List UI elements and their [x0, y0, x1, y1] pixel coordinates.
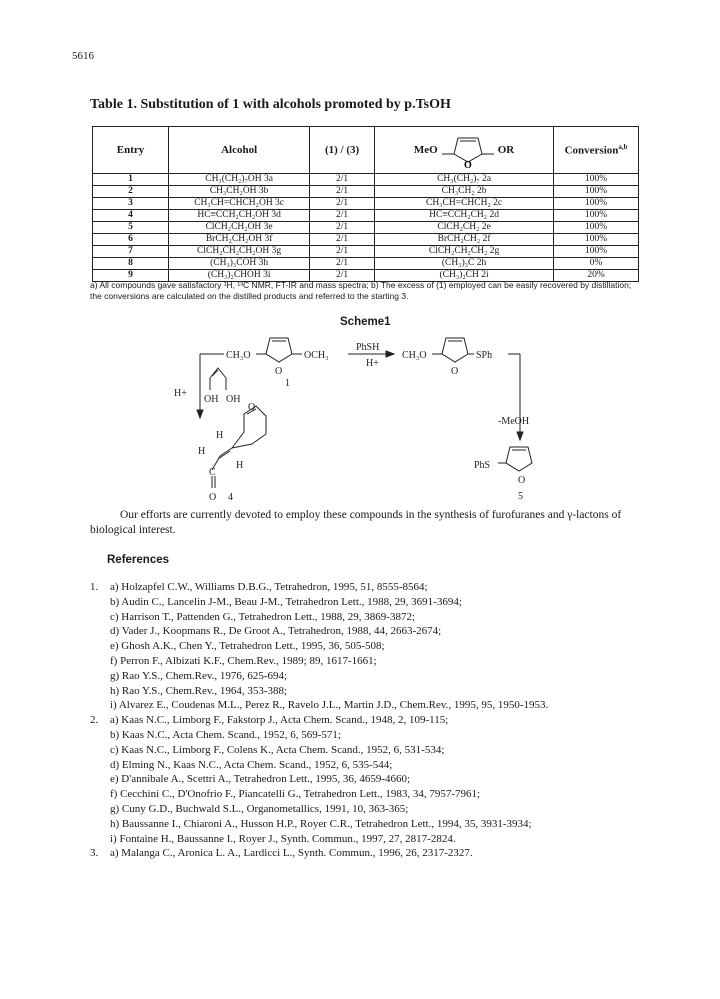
cell-conversion: 100% — [554, 222, 639, 234]
cell-entry: 8 — [93, 258, 169, 270]
cell-entry: 5 — [93, 222, 169, 234]
reagent-acid: H+ — [366, 358, 379, 369]
reference-item: f) Perron F., Albizati K.F., Chem.Rev., 1989; 89, 1617-1661; — [110, 654, 377, 667]
scheme-oh-right: OH — [226, 394, 241, 405]
results-table-container — [92, 126, 639, 282]
scheme-och3: OCH₃ — [304, 350, 329, 361]
cell-entry: 7 — [93, 246, 169, 258]
scheme-ring-o-2: O — [451, 366, 459, 377]
scheme-h-top: H — [216, 430, 224, 441]
cell-entry: 2 — [93, 186, 169, 198]
or-label: OR — [497, 144, 515, 156]
cell-product: ClCH₂CH₂ 2e — [375, 222, 554, 234]
reference-item: e) D'annibale A., Scettri A., Tetrahedron Lett., 1995, 36, 4659-4660; — [110, 773, 411, 786]
scheme-title: Scheme1 — [340, 316, 391, 328]
table-row — [93, 222, 639, 234]
scheme-ring-o-5: O — [518, 475, 526, 486]
cell-ratio: 2/1 — [310, 210, 375, 222]
cell-alcohol: BrCH₂CH₂OH 3f — [169, 234, 310, 246]
page-number: 5616 — [72, 50, 94, 62]
reference-item: i) Fontaine H., Baussanne I., Royer J., Synth. Commun., 1997, 27, 2817-2824. — [110, 832, 456, 845]
header-ratio: (1) / (3) — [310, 127, 375, 174]
cell-alcohol: CH₃(CH₂)₇OH 3a — [169, 174, 310, 186]
cell-conversion: 20% — [554, 270, 639, 282]
cell-entry: 4 — [93, 210, 169, 222]
reference-item: d) Elming N., Kaas N.C., Acta Chem. Scand., 1952, 6, 535-544; — [110, 758, 393, 771]
cell-conversion: 100% — [554, 246, 639, 258]
cell-product: CH₃CH=CHCH₂ 2c — [375, 198, 554, 210]
references-list — [72, 580, 672, 861]
reference-item: h) Rao Y.S., Chem.Rev., 1964, 353-388; — [110, 684, 288, 697]
scheme-ch3o-right: CH₃O — [402, 350, 427, 361]
cell-ratio: 2/1 — [310, 222, 375, 234]
cell-product: BrCH₂CH₂ 2f — [375, 234, 554, 246]
meo-label: MeO — [413, 144, 438, 156]
scheme-meoh: -MeOH — [498, 416, 530, 427]
reference-item: e) Ghosh A.K., Chen Y., Tetrahedron Lett., 1995, 36, 505-508; — [110, 640, 385, 653]
header-alcohol: Alcohol — [169, 127, 310, 174]
header-entry: Entry — [93, 127, 169, 174]
cell-ratio: 2/1 — [310, 186, 375, 198]
reagent-thiophenol: PhSH — [356, 342, 380, 353]
cell-entry: 9 — [93, 270, 169, 282]
scheme-c-atom: C — [209, 467, 216, 478]
scheme-ring-o-4a: O — [248, 402, 256, 413]
cell-conversion: 0% — [554, 258, 639, 270]
reference-item: i) Alvarez E., Coudenas M.L., Perez R., Ravelo J.L., Martin J.D., Chem.Rev., 1995, 95, 1950-1953. — [110, 699, 549, 712]
reference-item: a) Kaas N.C., Limborg F., Fakstorp J., Acta Chem. Scand., 1948, 2, 109-115; — [110, 714, 449, 727]
reference-item: b) Kaas N.C., Acta Chem. Scand., 1952, 6, 569-571; — [110, 728, 341, 741]
ring-oxygen-label: O — [463, 160, 472, 168]
scheme-acid-left: H+ — [174, 388, 187, 399]
conversion-superscript: a,b — [618, 143, 628, 152]
cell-ratio: 2/1 — [310, 258, 375, 270]
body-paragraph: Our efforts are currently devoted to employ these compounds in the synthesis of furofuranes and γ-lactons of biological interest. — [90, 509, 622, 536]
cell-alcohol: HC≡CCH₂CH₂OH 3d — [169, 210, 310, 222]
reference-item: h) Baussanne I., Chiaroni A., Husson H.P., Royer C.R., Tetrahedron Lett., 1994, 35, 3931-3934; — [110, 817, 532, 830]
cell-ratio: 2/1 — [310, 198, 375, 210]
scheme-ch3o-left: CH₃O — [226, 350, 251, 361]
table-row — [93, 198, 639, 210]
reference-item: c) Kaas N.C., Limborg F., Colens K., Acta Chem. Scand., 1952, 6, 531-534; — [110, 743, 445, 756]
reference-item: d) Vader J., Koopmans R., De Groot A., Tetrahedron, 1988, 44, 2663-2674; — [110, 625, 442, 638]
table-row — [93, 258, 639, 270]
cell-ratio: 2/1 — [310, 174, 375, 186]
cell-alcohol: (CH₃)₃COH 3h — [169, 258, 310, 270]
cell-ratio: 2/1 — [310, 246, 375, 258]
cell-alcohol: ClCH₂CH₂OH 3e — [169, 222, 310, 234]
cell-ratio: 2/1 — [310, 234, 375, 246]
compound-label-5: 5 — [518, 491, 523, 502]
cell-alcohol: CH₃CH=CHCH₂OH 3c — [169, 198, 310, 210]
table-row — [93, 210, 639, 222]
header-product — [375, 127, 554, 174]
reference-number: 1. — [90, 581, 99, 593]
reference-item: a) Holzapfel C.W., Williams D.B.G., Tetrahedron, 1995, 51, 8555-8564; — [110, 581, 428, 593]
table-footnote: a) All compounds gave satisfactory ¹H, ¹³C NMR, FT-IR and mass spectra; b) The excess of (1) employed can be easily recovered by distillation; the conversions are calculated on the distilled products and referred to the starting 3. — [90, 280, 632, 301]
cell-product: (CH₃)₃C 2h — [375, 258, 554, 270]
furan-structure-header — [414, 132, 514, 168]
cell-ratio: 2/1 — [310, 270, 375, 282]
cell-product: HC≡CCH₂CH₂ 2d — [375, 210, 554, 222]
scheme-h-right: H — [236, 460, 244, 471]
scheme-o-bottom: O — [209, 492, 217, 503]
header-conversion — [554, 127, 639, 174]
cell-product: (CH₃)₂CH 2i — [375, 270, 554, 282]
cell-product: CH₃CH₂ 2b — [375, 186, 554, 198]
cell-conversion: 100% — [554, 234, 639, 246]
cell-product: ClCH₂CH₂CH₂ 2g — [375, 246, 554, 258]
reference-group-1 — [72, 580, 672, 713]
table-header-row — [93, 127, 639, 174]
reference-number: 3. — [90, 847, 99, 860]
reference-item: g) Rao Y.S., Chem.Rev., 1976, 625-694; — [110, 669, 288, 682]
cell-conversion: 100% — [554, 174, 639, 186]
compound-label-1: 1 — [285, 378, 290, 389]
compound-label-4: 4 — [228, 492, 233, 503]
scheme-h-left: H — [198, 446, 206, 457]
reference-item: a) Malanga C., Aronica L. A., Lardicci L., Synth. Commun., 1996, 26, 2317-2327. — [110, 847, 473, 860]
reference-item: c) Harrison T., Pattenden G., Tetrahedron Lett., 1988, 29, 3869-3872; — [110, 610, 416, 623]
conversion-label: Conversion — [564, 144, 619, 157]
reference-group-2 — [72, 713, 672, 846]
cell-entry: 3 — [93, 198, 169, 210]
cell-product: CH₃(CH₂)₇ 2a — [375, 174, 554, 186]
scheme-oh-left: OH — [204, 394, 219, 405]
scheme-sph: SPh — [476, 350, 493, 361]
table-row — [93, 174, 639, 186]
cell-conversion: 100% — [554, 186, 639, 198]
cell-alcohol: ClCH₂CH₂CH₂OH 3g — [169, 246, 310, 258]
results-table — [92, 126, 639, 282]
table-title: Table 1. Substitution of 1 with alcohols promoted by p.TsOH — [90, 97, 451, 112]
references-title: References — [107, 554, 170, 566]
reference-item: b) Audin C., Lancelin J-M., Beau J-M., Tetrahedron Lett., 1988, 29, 3691-3694; — [110, 595, 462, 608]
reference-item: g) Cuny G.D., Buchwald S.L., Organometallics, 1991, 10, 363-365; — [110, 802, 409, 815]
reference-group-3 — [72, 846, 672, 861]
dihydrofuran-ring-icon — [440, 132, 496, 168]
cell-conversion: 100% — [554, 210, 639, 222]
table-row — [93, 186, 639, 198]
table-row — [93, 234, 639, 246]
cell-entry: 1 — [93, 174, 169, 186]
table-row — [93, 246, 639, 258]
cell-alcohol: CH₃CH₂OH 3b — [169, 186, 310, 198]
scheme-phs: PhS — [474, 460, 491, 471]
cell-alcohol: (CH₃)₂CHOH 3i — [169, 270, 310, 282]
reaction-scheme — [160, 330, 620, 510]
cell-entry: 6 — [93, 234, 169, 246]
scheme-ring-o-1: O — [275, 366, 283, 377]
reference-item: f) Cecchini C., D'Onofrio F., Piancatelli G., Tetrahedron Lett., 1983, 34, 7957-7961; — [110, 788, 481, 801]
reference-number: 2. — [90, 714, 99, 727]
cell-conversion: 100% — [554, 198, 639, 210]
